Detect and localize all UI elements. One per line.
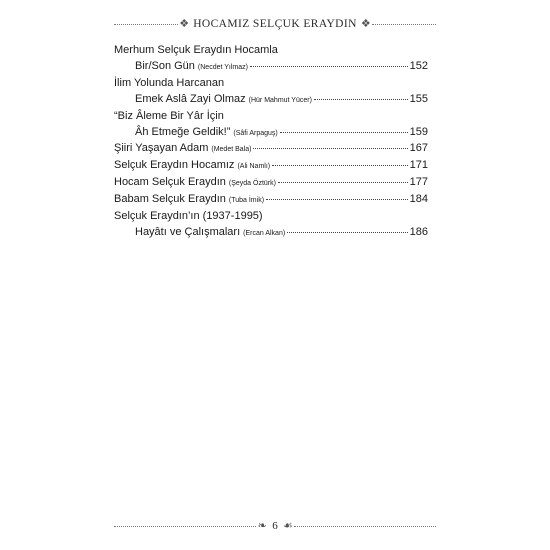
running-header-title: HOCAMIZ SELÇUK ERAYDIN <box>193 18 357 30</box>
toc-entry-title: İlim Yolunda Harcanan <box>114 76 225 89</box>
toc-page-number: 159 <box>409 125 428 138</box>
toc-entry-title: Babam Selçuk Eraydın <box>114 193 226 206</box>
toc-entry-title: Selçuk Eraydın’ın (1937-1995) <box>114 210 263 223</box>
page-footer <box>114 518 436 534</box>
toc-entry-author: (Şeyda Öztürk) <box>228 180 276 188</box>
toc-entry-title: Bir/Son Gün <box>135 59 195 72</box>
toc-line <box>114 209 428 225</box>
dot-leader <box>314 99 408 100</box>
toc-page-number: 171 <box>409 159 428 172</box>
footer-dotted-rule-right <box>294 526 436 527</box>
toc-entry-author: (Hür Mahmut Yücer) <box>248 96 312 104</box>
toc-entry-title: Şiiri Yaşayan Adam <box>114 142 209 155</box>
toc-line <box>114 175 428 192</box>
toc-entry-title: Emek Aslâ Zayi Olmaz <box>135 92 246 105</box>
toc-page-number: 155 <box>409 92 428 105</box>
toc-line <box>114 109 428 125</box>
dot-leader <box>278 182 408 183</box>
toc-entry-title: Âh Etmeğe Geldik!” <box>135 125 231 138</box>
running-header <box>114 14 436 34</box>
dot-leader <box>280 132 408 133</box>
toc-line <box>114 192 428 209</box>
header-dotted-rule-left <box>114 24 178 25</box>
toc-entry-author: (Ali Namlı) <box>237 163 271 171</box>
dot-leader <box>253 148 407 149</box>
toc-entry <box>114 109 428 142</box>
toc-entry <box>114 175 428 192</box>
ornament-icon: ❧ <box>257 520 267 532</box>
toc-entry <box>114 158 428 175</box>
toc-line <box>114 43 428 59</box>
toc-page-number: 152 <box>409 59 428 72</box>
dot-leader <box>266 199 408 200</box>
toc-entry-title: Selçuk Eraydın Hocamız <box>114 159 235 172</box>
ornament-icon: ❖ <box>360 18 371 30</box>
toc-line <box>114 225 428 242</box>
dot-leader <box>250 66 408 67</box>
toc-entry-author: (Necdet Yılmaz) <box>197 63 248 71</box>
toc-page-number: 184 <box>409 193 428 206</box>
toc-entry <box>114 141 428 158</box>
toc-line <box>114 76 428 92</box>
toc-page-number: 167 <box>409 142 428 155</box>
toc-line <box>114 59 428 76</box>
toc-line <box>114 92 428 109</box>
dot-leader <box>287 232 407 233</box>
toc-line <box>114 158 428 175</box>
toc-entry <box>114 192 428 209</box>
toc-entry-title: Merhum Selçuk Eraydın Hocamla <box>114 44 278 56</box>
toc-entry-title: Hayâtı ve Çalışmaları <box>135 225 241 238</box>
dot-leader <box>272 165 408 166</box>
ornament-icon: ❖ <box>179 18 190 30</box>
toc-entry <box>114 76 428 109</box>
toc-entry <box>114 209 428 242</box>
toc-entry <box>114 43 428 76</box>
page-number: 6 <box>272 520 278 532</box>
toc-entry-author: (Medet Bala) <box>211 146 252 154</box>
toc-entry-author: (Sâfi Arpaguş) <box>233 129 278 137</box>
toc-line <box>114 141 428 158</box>
toc-entry-title: Hocam Selçuk Eraydın <box>114 176 226 189</box>
toc-entry-author: (Tuba İmik) <box>228 197 265 205</box>
toc-line <box>114 125 428 142</box>
ornament-icon: ☙ <box>282 520 293 532</box>
table-of-contents <box>114 43 428 242</box>
toc-page-number: 186 <box>409 225 428 238</box>
toc-page-number: 177 <box>409 176 428 189</box>
toc-entry-author: (Ercan Alkan) <box>243 229 286 237</box>
header-dotted-rule-right <box>372 24 436 25</box>
toc-entry-title: “Biz Âleme Bir Yâr İçin <box>114 109 224 122</box>
footer-dotted-rule-left <box>114 526 256 527</box>
